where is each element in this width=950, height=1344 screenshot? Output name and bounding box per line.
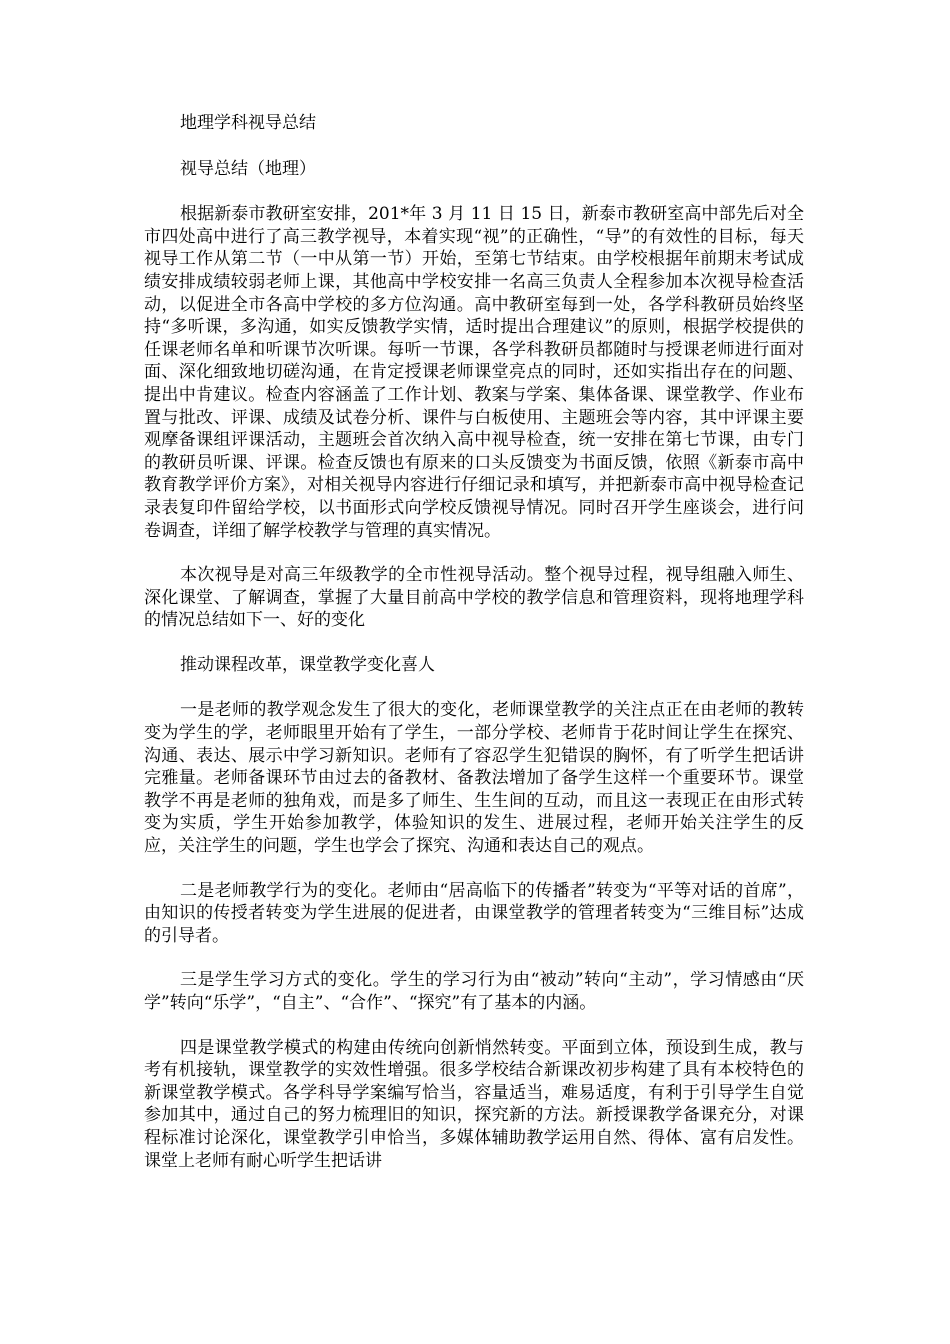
paragraph-point-3: 三是学生学习方式的变化。学生的学习行为由“被动”转向“主动”，学习情感由“厌学”转向“乐学”，“自主”、“合作”、“探究”有了基本的内涵。 <box>144 970 804 1013</box>
document-subtitle: 视导总结（地理） <box>180 158 316 179</box>
paragraph-overview: 本次视导是对高三年级教学的全市性视导活动。整个视导过程，视导组融入师生、深化课堂、了解调查，掌握了大量目前高中学校的教学信息和管理资料，现将地理学科的情况总结如下一、好的变化 <box>144 565 804 631</box>
paragraph-point-2: 二是老师教学行为的变化。老师由“居高临下的传播者”转变为“平等对话的首席”，由知识的传授者转变为学生进展的促进者，由课堂教学的管理者转变为“三维目标”达成的引导者。 <box>144 880 804 946</box>
paragraph-point-4: 四是课堂教学模式的构建由传统向创新悄然转变。平面到立体，预设到生成，教与考有机接轨，课堂教学的实效性增强。很多学校结合新课改初步构建了具有本校特色的新课堂教学模式。各学科导学案编写恰当，容量适当，难易适度，有利于引导学生自觉参加其中，通过自己的努力梳理旧的知识，探究新的方法。新授课教学备课充分，对课程标准讨论深化，课堂教学引申恰当，多媒体辅助教学运用自然、得体、富有启发性。课堂上老师有耐心听学生把话讲 <box>144 1037 804 1171</box>
section-heading: 推动课程改革，课堂教学变化喜人 <box>180 654 435 675</box>
paragraph-intro: 根据新泰市教研室安排，201*年 3 月 11 日 15 日，新泰市教研室高中部先后对全市四处高中进行了高三教学视导，本着实现“视”的正确性，“导”的有效性的目标，每天视导工作从第二节（一中从第一节）开始，至第七节结束。由学校根据年前期末考试成绩安排成绩较弱老师上课，其他高中学校安排一名高三负责人全程参加本次视导检查活动，以促进全市各高中学校的多方位沟通。高中教研室每到一处，各学科教研员始终坚持“多听课，多沟通，如实反馈教学实情，适时提出合理建议”的原则，根据学校提供的任课老师名单和听课节次听课。每听一节课，各学科教研员都随时与授课老师进行面对面、深化细致地切磋沟通，在肯定授课老师课堂亮点的同时，还如实指出存在的问题、提出中肯建议。检查内容涵盖了工作计划、教案与学案、集体备课、课堂教学、作业布置与批改、评课、成绩及试卷分析、课件与白板使用、主题班会等内容，其中评课主要观摩备课组评课活动，主题班会首次纳入高中视导检查，统一安排在第七节课，由专门的教研员听课、评课。检查反馈也有原来的口头反馈变为书面反馈，依照《新泰市高中教育教学评价方案》，对相关视导内容进行仔细记录和填写，并把新泰市高中视导检查记录表复印件留给学校，以书面形式向学校反馈视导情况。同时召开学生座谈会，进行问卷调查，详细了解学校教学与管理的真实情况。 <box>144 204 804 541</box>
document-page <box>144 112 804 1194</box>
paragraph-point-1: 一是老师的教学观念发生了很大的变化，老师课堂教学的关注点正在由老师的教转变为学生的学，老师眼里开始有了学生，一部分学校、老师肯于花时间让学生在探究、沟通、表达、展示中学习新知识。老师有了容忍学生犯错误的胸怀，有了听学生把话讲完雅量。老师备课环节由过去的备教材、备教法增加了备学生这样一个重要环节。课堂教学不再是老师的独角戏，而是多了师生、生生间的互动，而且这一表现正在由形式转变为实质，学生开始参加教学，体验知识的发生、进展过程，老师开始关注学生的反应，关注学生的问题，学生也学会了探究、沟通和表达自己的观点。 <box>144 700 804 857</box>
document-title: 地理学科视导总结 <box>180 113 316 133</box>
